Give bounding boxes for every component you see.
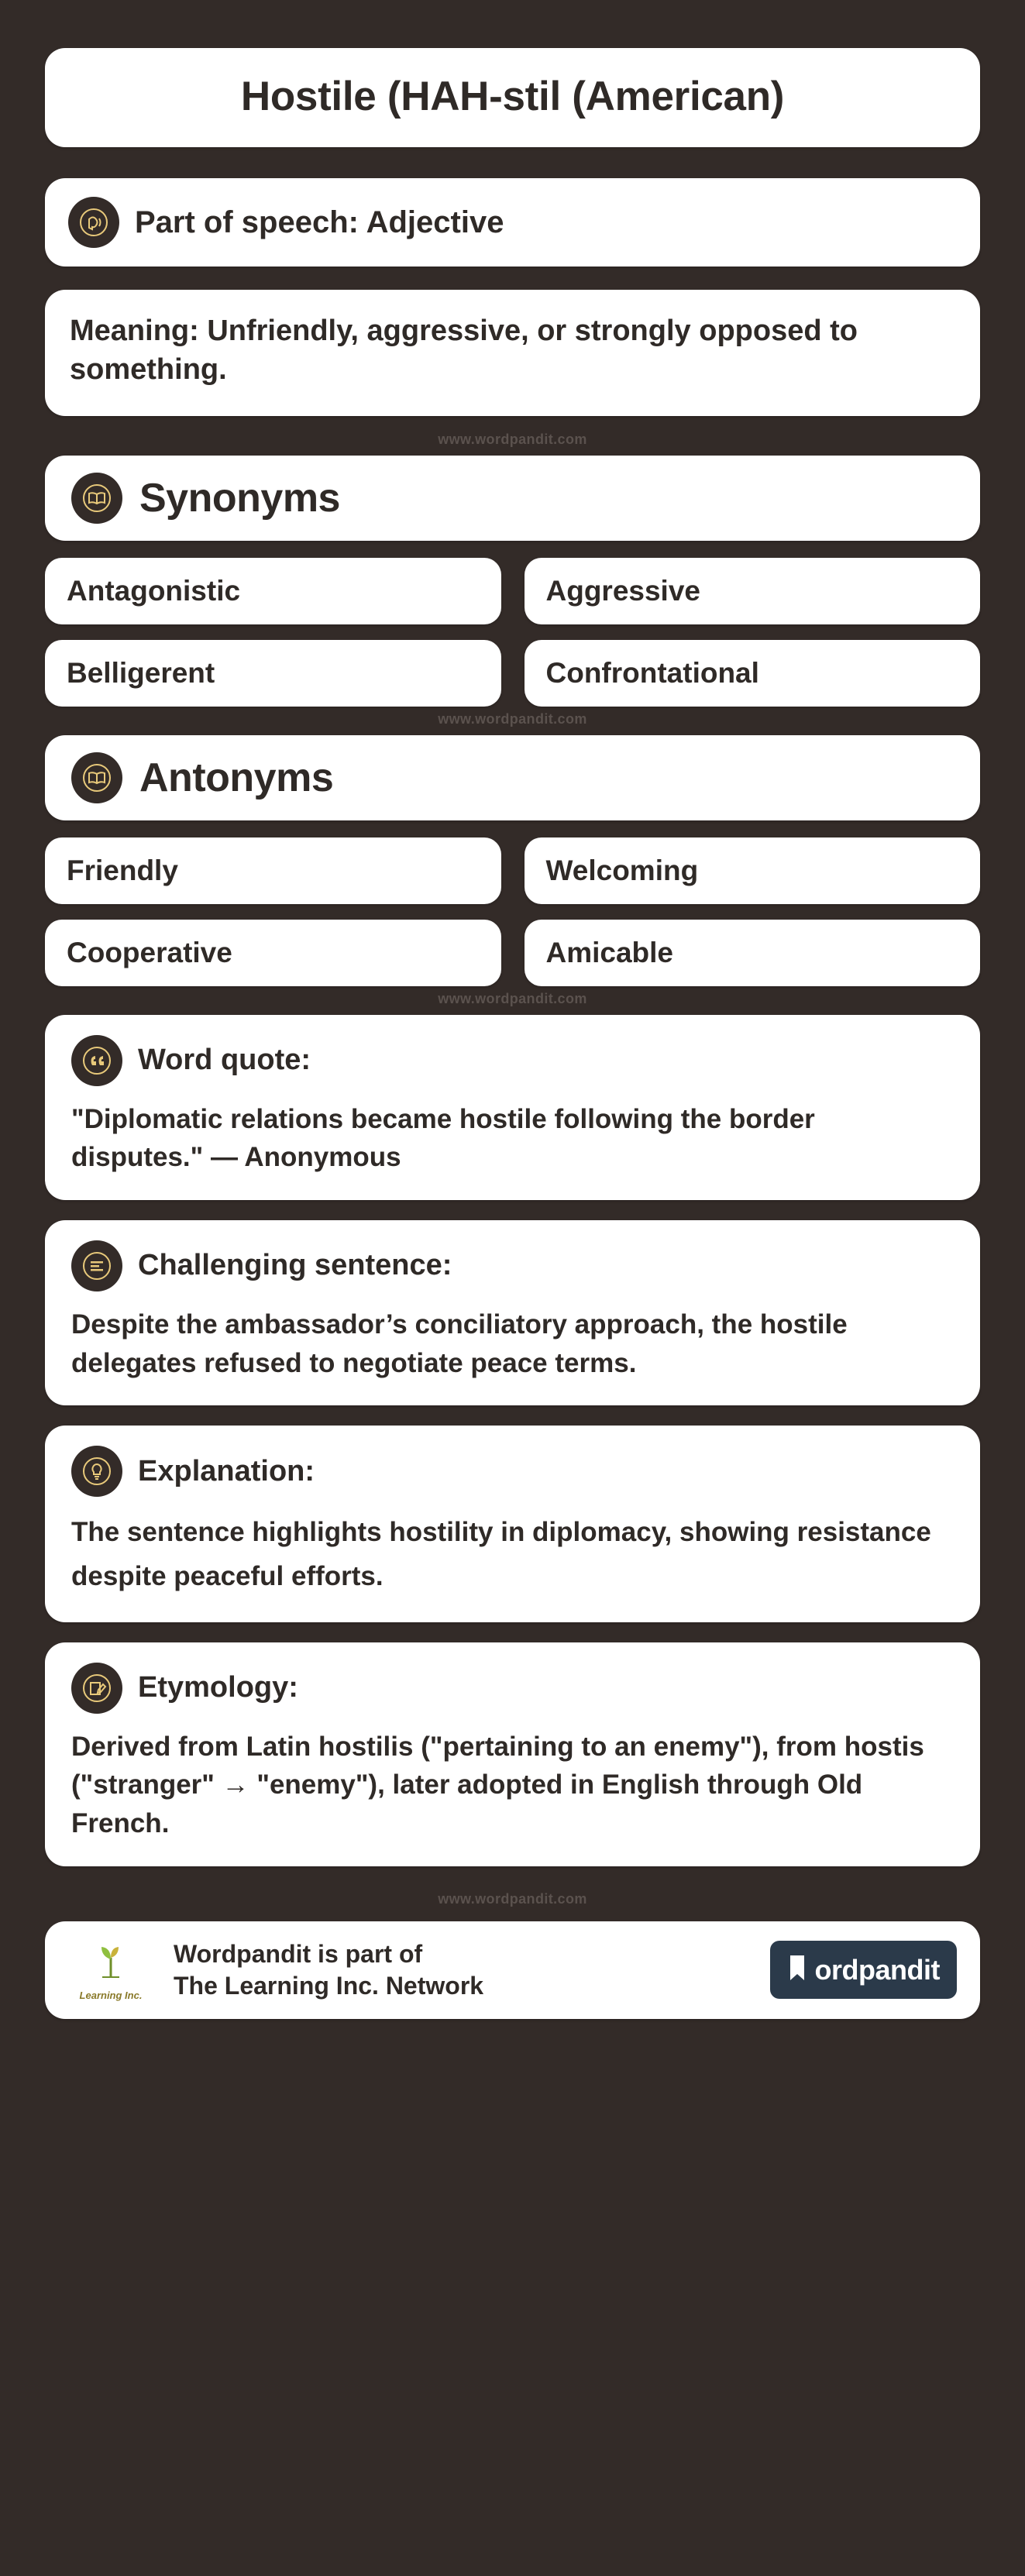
synonym-item: Aggressive	[525, 558, 981, 624]
word-title-card	[45, 48, 980, 147]
antonym-item: Amicable	[525, 920, 981, 986]
synonyms-header	[45, 456, 980, 541]
explanation-heading: Explanation:	[138, 1454, 315, 1487]
challenging-sentence-text: Despite the ambassador’s conciliatory approach, the hostile delegates refused to negotiate peace terms.	[71, 1309, 848, 1378]
part-of-speech-card	[45, 178, 980, 267]
explanation-text: The sentence highlights hostility in diplomacy, showing resistance despite peaceful efforts.	[71, 1517, 931, 1592]
watermark-2: www.wordpandit.com	[438, 710, 587, 727]
antonyms-heading: Antonyms	[139, 755, 334, 800]
synonyms-grid	[45, 558, 980, 707]
word-quote-header	[71, 1035, 954, 1086]
antonyms-grid	[45, 837, 980, 986]
explanation-card	[45, 1426, 980, 1622]
footer-card	[45, 1921, 980, 2019]
open-book-icon	[71, 752, 122, 803]
brand-name: ordpandit	[814, 1953, 940, 1986]
speaking-head-icon	[68, 197, 119, 248]
etymology-header	[71, 1663, 954, 1714]
meaning-text: Meaning: Unfriendly, aggressive, or strongly opposed to something.	[70, 315, 858, 387]
explanation-header	[71, 1446, 954, 1497]
logo-caption: Learning Inc.	[79, 1989, 143, 2001]
meaning-card	[45, 290, 980, 415]
antonym-item: Welcoming	[525, 837, 981, 904]
open-book-icon	[71, 473, 122, 524]
footer-line-2: The Learning Inc. Network	[174, 1971, 484, 2000]
learning-inc-logo	[68, 1939, 153, 2001]
lightbulb-icon	[71, 1446, 122, 1497]
challenging-sentence-header	[71, 1240, 954, 1291]
word-quote-heading: Word quote:	[138, 1044, 311, 1077]
challenging-sentence-card	[45, 1220, 980, 1405]
antonym-item: Cooperative	[45, 920, 501, 986]
bookmark-icon	[787, 1953, 807, 1986]
watermark-3: www.wordpandit.com	[438, 990, 587, 1006]
challenging-sentence-heading: Challenging sentence:	[138, 1249, 452, 1282]
writing-hand-icon	[71, 1663, 122, 1714]
etymology-heading: Etymology:	[138, 1671, 298, 1704]
antonym-item: Friendly	[45, 837, 501, 904]
footer-network-text	[174, 1938, 750, 2002]
synonym-item: Antagonistic	[45, 558, 501, 624]
word-quote-text: "Diplomatic relations became hostile following the border disputes." — Anonymous	[71, 1103, 815, 1173]
antonyms-header	[45, 735, 980, 820]
synonym-item: Confrontational	[525, 640, 981, 707]
quote-icon	[71, 1035, 122, 1086]
synonym-item: Belligerent	[45, 640, 501, 707]
watermark-4: www.wordpandit.com	[438, 1890, 587, 1907]
word-quote-card	[45, 1015, 980, 1200]
watermark-1: www.wordpandit.com	[438, 431, 587, 447]
synonyms-heading: Synonyms	[139, 475, 340, 521]
page-title: Hostile (HAH-stil (American)	[240, 74, 785, 119]
footer-line-1: Wordpandit is part of	[174, 1939, 423, 1968]
text-lines-icon	[71, 1240, 122, 1291]
etymology-card	[45, 1642, 980, 1866]
part-of-speech-label: Part of speech: Adjective	[135, 205, 504, 239]
etymology-text: Derived from Latin hostilis ("pertaining to an enemy"), from hostis ("stranger" → "enemy"), later adopted in English through Old French.	[71, 1731, 924, 1839]
wordpandit-brand-badge	[770, 1941, 957, 1999]
